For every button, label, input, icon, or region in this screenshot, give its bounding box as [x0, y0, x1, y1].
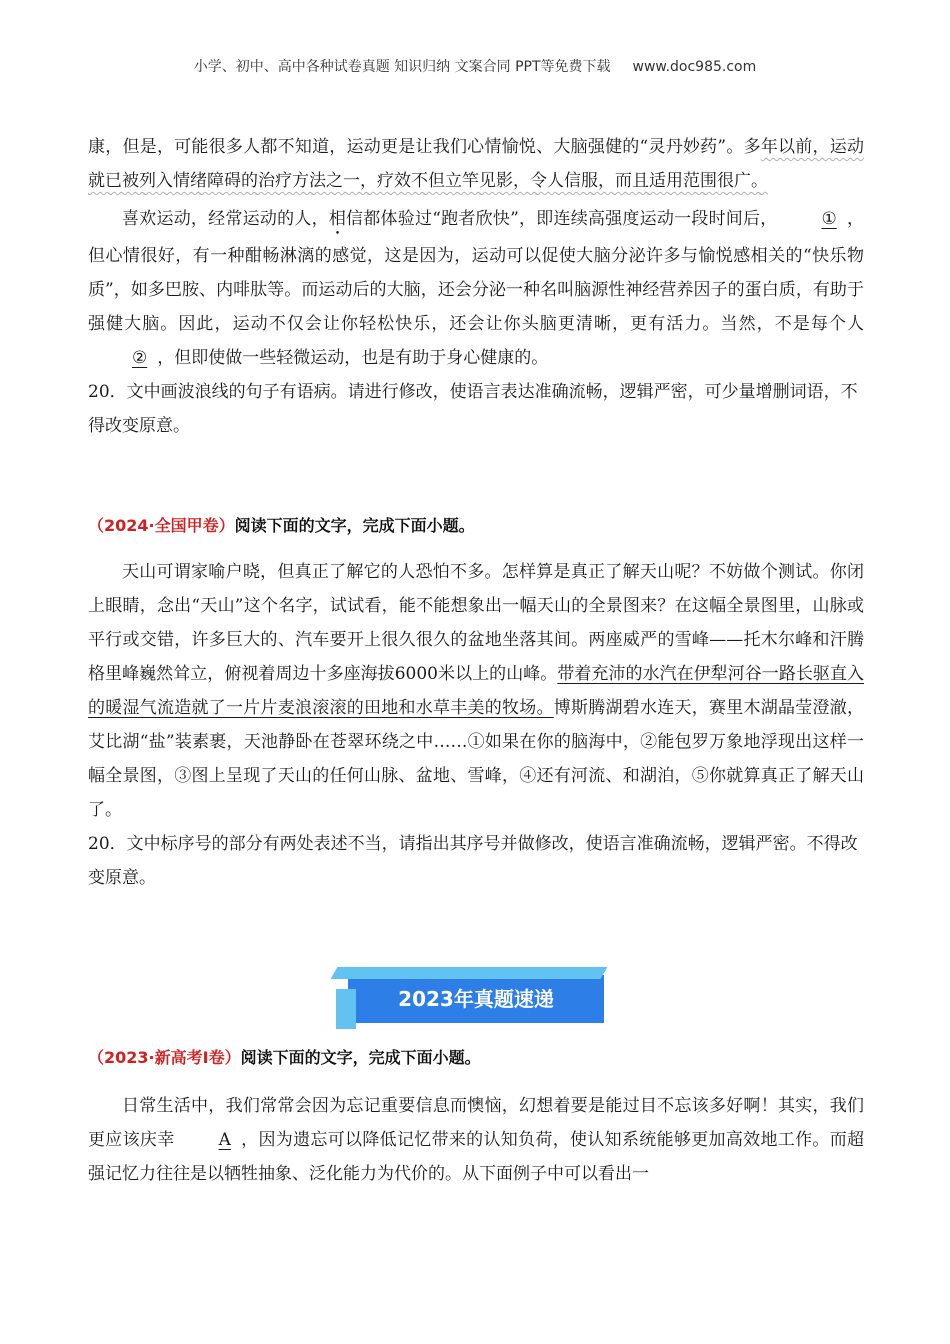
question-20-second: 20．文中标序号的部分有两处表述不当，请指出其序号并做修改，使语言准确流畅，逻辑严密。不得改变原意。 [88, 834, 858, 888]
banner-title: 2023年真题速递 [398, 987, 554, 1011]
passage-1-text: ，但即使做一些轻微运动，也是有助于身心健康的。 [157, 348, 549, 368]
passage-1-paragraph-2 [88, 202, 864, 375]
passage-1-text: 康，但是，可能很多人都不知道，运动更是让我们心情愉悦、大脑强健的“灵丹妙药”。多 [88, 137, 761, 157]
passage-2-paragraph [88, 555, 864, 827]
passage-3-text: 日常生活中，我们常常会因为忘记重要信息而懊恼，幻想着要是能过目不忘该多好啊！其实，我们更应该庆幸 [88, 1096, 864, 1150]
header-url[interactable]: www.doc985.com [632, 59, 757, 75]
passage-3-paragraph [88, 1089, 864, 1191]
page-header [0, 56, 950, 76]
passage-1-text: 喜欢运动，经常运动的人， [122, 209, 329, 229]
wavy-underlined-sentence: 年以前，运动就已被列入情绪障碍的治疗方法之一，疗效不但立竿见影，令人信服，而且适用范围很广。 [88, 137, 864, 191]
blank-2: ② [132, 348, 148, 368]
underlined-sentence: 带着充沛的水汽在伊犁河谷一路长驱直入的暖湿气流造就了一片片麦浪滚滚的田地和水草丰美的牧场。 [88, 664, 864, 718]
source-tag: （2023·新高考Ⅰ卷） [88, 1048, 241, 1067]
passage-2-text: 天山可谓家喻户晓，但真正了解它的人恐怕不多。怎样算是真正了解天山呢？不妨做个测试。你闭上眼睛，念出“天山”这个名字，试试看，能不能想象出一幅天山的全景图来？在这幅全景图里，山脉或平行或交错，许多巨大的、汽车要开上很久很久的盆地坐落其间。两座威严的雪峰——托木尔峰和汗腾格里峰巍然耸立，俯视着周边十多座海拔6000米以上的山峰。 [88, 562, 864, 684]
passage-2-text: 博斯腾湖碧水连天，赛里木湖晶莹澄澈，艾比湖“盐”装素裹，天池静卧在苍翠环绕之中……①如果在你的脑海中，②能包罗万象地浮现出这样一幅全景图，③图上呈现了天山的任何山脉、盆地、雪峰，④还有河流、和湖泊，⑤你就算真正了解天山了。 [88, 698, 864, 820]
blank-1: ① [821, 209, 837, 229]
passage-1-text: ，但心情很好，有一种酣畅淋漓的感觉，这是因为，运动可以促使大脑分泌许多与愉悦感相关的“快乐物质”，如多巴胺、内啡肽等。而运动后的大脑，还会分泌一种名叫脑源性神经营养因子的蛋白质，有助于强健大脑。因此，运动不仅会让你轻松快乐，还会让你头脑更清晰，更有活力。当然，不是每个人 [88, 209, 864, 334]
blank-a: A [218, 1130, 231, 1150]
question-20-first: 20．文中画波浪线的句子有语病。请进行修改，使语言表达准确流畅，逻辑严密，可少量增删词语，不得改变原意。 [88, 382, 858, 436]
source-2023 [88, 1041, 864, 1075]
header-text: 小学、初中、高中各种试卷真题 知识归纳 文案合同 PPT等免费下载 [193, 59, 611, 75]
section-banner [348, 975, 604, 1023]
source-2024 [88, 509, 864, 543]
passage-1-text: 信都体验过“跑者欣快”，即连续高强度运动一段时间后， [346, 209, 778, 229]
source-instruction: 阅读下面的文字，完成下面小题。 [240, 1048, 481, 1067]
source-tag: （2024·全国甲卷） [88, 516, 235, 535]
passage-1-paragraph-1 [88, 130, 864, 198]
dotted-character: 相 [328, 209, 347, 229]
document-body [88, 130, 864, 1191]
passage-3-text: ，因为遗忘可以降低记忆带来的认知负荷，使认知系统能够更加高效地工作。而超强记忆力往往是以牺牲抽象、泛化能力为代价的。从下面例子中可以看出一 [88, 1130, 865, 1184]
source-instruction: 阅读下面的文字，完成下面小题。 [234, 516, 475, 535]
